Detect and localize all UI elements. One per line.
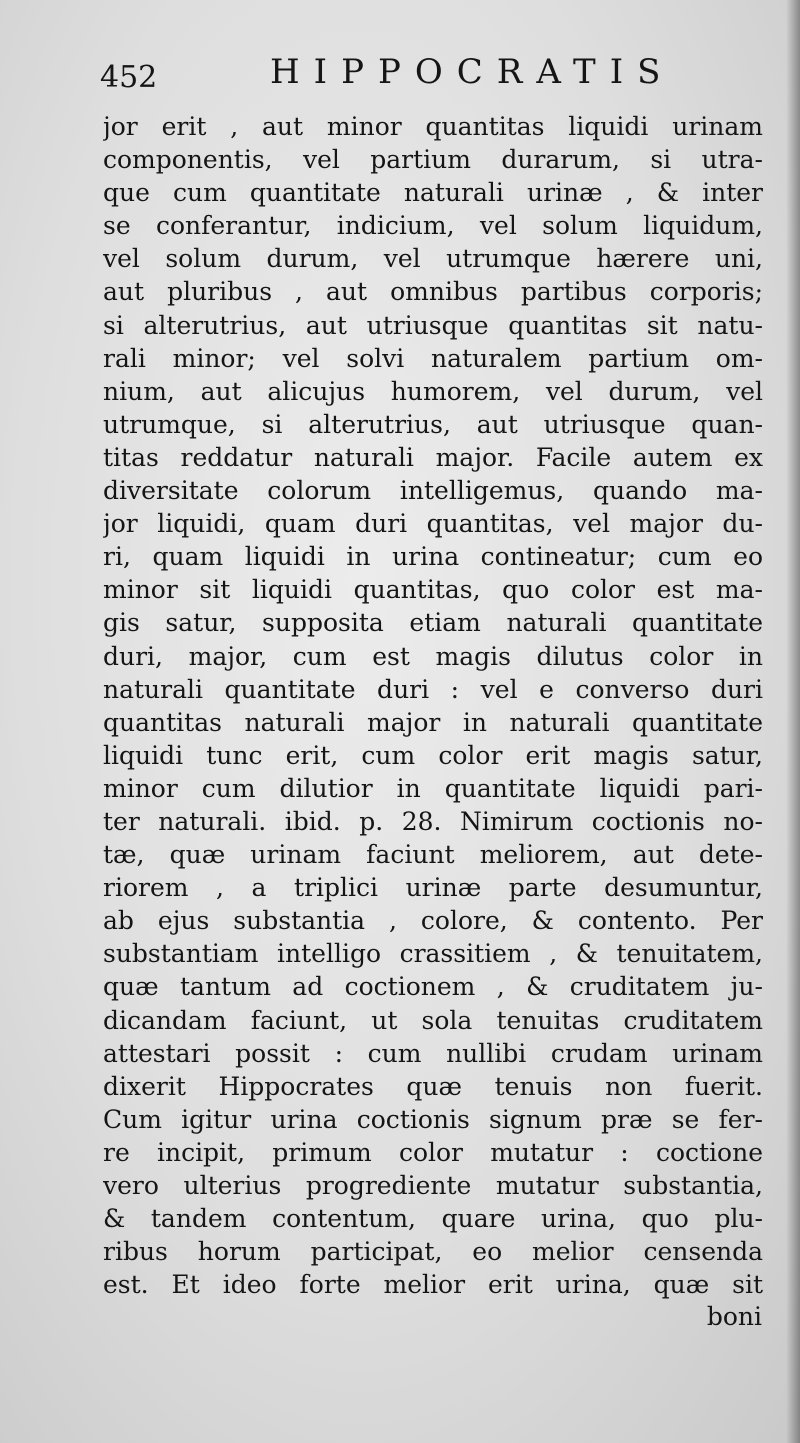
text-line: nium, aut alicujus humorem, vel durum, vel bbox=[103, 376, 763, 406]
text-line: attestari possit : cum nullibi crudam urinam bbox=[103, 1038, 763, 1068]
text-line: vel solum durum, vel utrumque hærere uni, bbox=[103, 244, 763, 274]
text-line: dicandam faciunt, ut sola tenuitas cruditatem bbox=[103, 1005, 763, 1035]
text-line: dixerit Hippocrates quæ tenuis non fuerit. bbox=[103, 1071, 763, 1101]
text-line: & tandem contentum, quare urina, quo plu- bbox=[103, 1204, 763, 1234]
text-line: naturali quantitate duri : vel e converso duri bbox=[103, 674, 763, 704]
text-line: quæ tantum ad coctionem , & cruditatem ju- bbox=[103, 972, 763, 1002]
text-line: duri, major, cum est magis dilutus color in bbox=[103, 641, 763, 671]
catchword: boni bbox=[706, 1302, 762, 1331]
text-line: quantitas naturali major in naturali quantitate bbox=[103, 707, 763, 737]
page-header bbox=[100, 52, 700, 102]
text-line: tæ, quæ urinam faciunt meliorem, aut dete- bbox=[103, 840, 763, 870]
text-line: se conferantur, indicium, vel solum liquidum, bbox=[103, 211, 763, 241]
text-line: re incipit, primum color mutatur : coctione bbox=[103, 1137, 763, 1167]
text-line: ter naturali. ibid. p. 28. Nimirum coctionis no- bbox=[103, 806, 763, 836]
page-edge-shadow bbox=[786, 0, 800, 1443]
text-line: minor cum dilutior in quantitate liquidi pari- bbox=[103, 773, 763, 803]
text-line: vero ulterius progrediente mutatur substantia, bbox=[103, 1171, 763, 1200]
text-line: Cum igitur urina coctionis signum præ se fer- bbox=[103, 1104, 763, 1134]
text-line: ribus horum participat, eo melior censenda bbox=[103, 1237, 763, 1267]
body-text bbox=[103, 110, 763, 1301]
text-line: minor sit liquidi quantitas, quo color est ma- bbox=[103, 575, 763, 605]
running-head: HIPPOCRATIS bbox=[270, 52, 675, 92]
text-line: componentis, vel partium durarum, si utra- bbox=[103, 145, 763, 175]
text-line: diversitate colorum intelligemus, quando ma- bbox=[103, 476, 763, 506]
text-line: ab ejus substantia , colore, & contento. Per bbox=[103, 906, 763, 936]
page-number: 452 bbox=[100, 60, 158, 95]
text-line: riorem , a triplici urinæ parte desumuntur, bbox=[103, 873, 763, 903]
text-line: liquidi tunc erit, cum color erit magis satur, bbox=[103, 740, 763, 770]
text-line: rali minor; vel solvi naturalem partium om- bbox=[103, 343, 763, 373]
text-line: que cum quantitate naturali urinæ , & inter bbox=[103, 178, 763, 208]
text-line: utrumque, si alterutrius, aut utriusque quan- bbox=[103, 409, 763, 439]
text-line: est. Et ideo forte melior erit urina, quæ sit bbox=[103, 1270, 763, 1300]
text-line: gis satur, supposita etiam naturali quantitate bbox=[103, 608, 763, 638]
text-line: substantiam intelligo crassitiem , & tenuitatem, bbox=[103, 939, 763, 969]
text-line: ri, quam liquidi in urina contineatur; cum eo bbox=[103, 542, 763, 572]
text-line: titas reddatur naturali major. Facile autem ex bbox=[103, 442, 763, 472]
text-line: si alterutrius, aut utriusque quantitas sit natu- bbox=[103, 310, 763, 340]
text-line: jor liquidi, quam duri quantitas, vel major du- bbox=[103, 509, 763, 539]
text-line: aut pluribus , aut omnibus partibus corporis; bbox=[103, 277, 763, 307]
text-line: jor erit , aut minor quantitas liquidi urinam bbox=[103, 112, 763, 141]
